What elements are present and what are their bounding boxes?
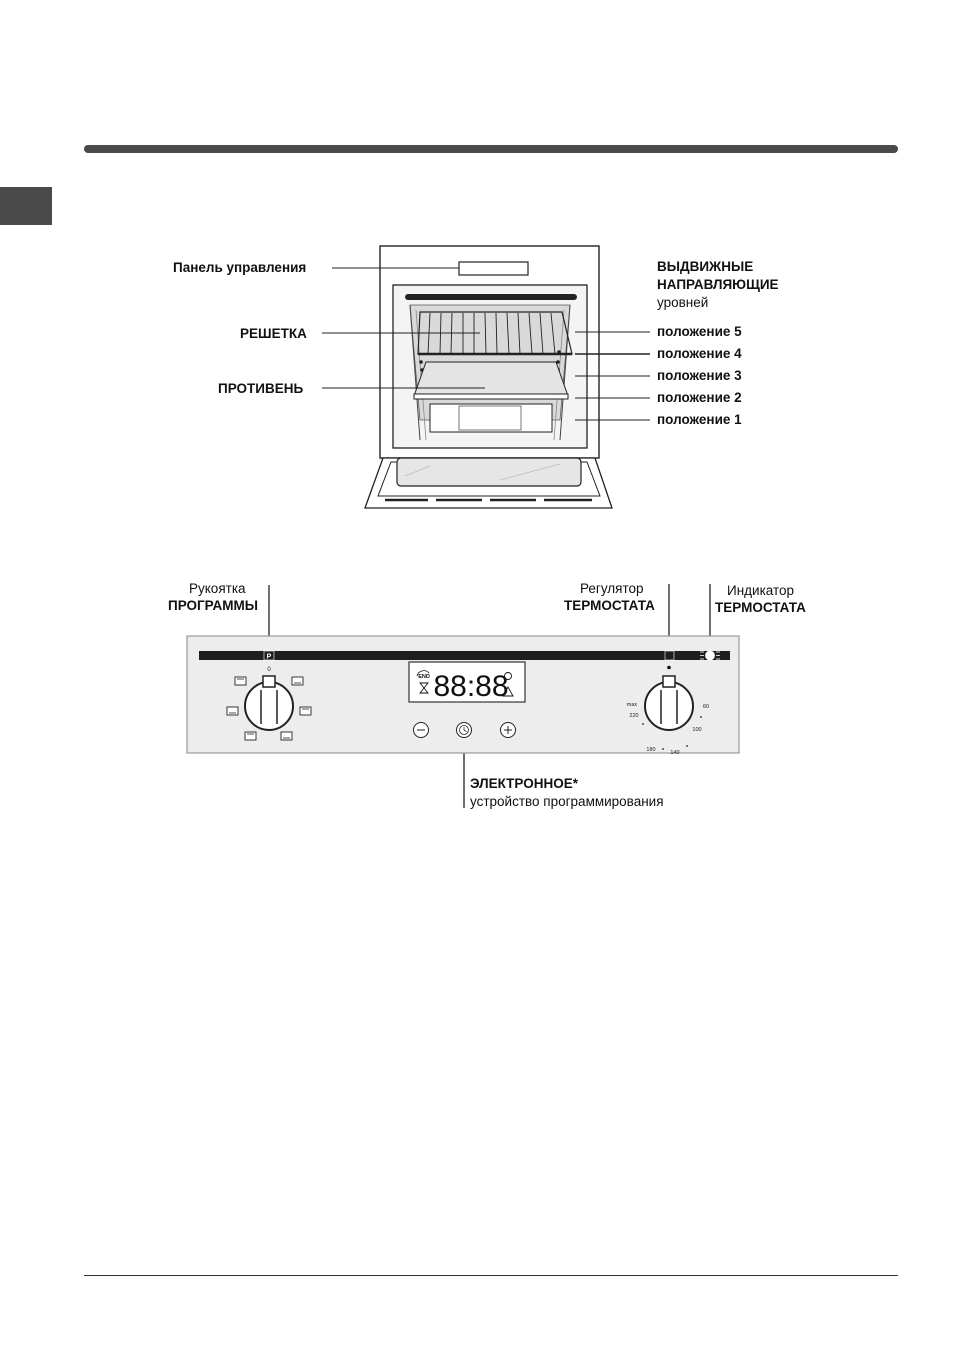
oven-diagram xyxy=(0,0,955,560)
programmer-label-2: устройство программирования xyxy=(470,794,664,809)
footer-rule xyxy=(84,1275,898,1276)
svg-text:220: 220 xyxy=(629,713,639,719)
display-digits: 88:88 xyxy=(433,670,509,703)
guides-title-1: ВЫДВИЖНЫЕ xyxy=(657,259,754,274)
svg-text:180: 180 xyxy=(646,747,656,753)
display-end: END xyxy=(418,674,430,680)
cavity-top-bar xyxy=(405,294,577,300)
minus-button[interactable] xyxy=(414,723,429,738)
position-5-label: положение 5 xyxy=(657,324,742,339)
svg-text:60: 60 xyxy=(702,704,710,710)
programmer-label-1 xyxy=(470,776,578,792)
svg-text:100: 100 xyxy=(692,727,702,733)
program-zero: 0 xyxy=(267,667,271,673)
svg-text:max: max xyxy=(626,702,638,708)
plus-button[interactable] xyxy=(501,723,516,738)
thermostat-knob-label-2: ТЕРМОСТАТА xyxy=(564,598,655,613)
tray-label: ПРОТИВЕНЬ xyxy=(218,381,304,396)
control-panel-box xyxy=(459,262,528,275)
thermostat-pointer xyxy=(663,676,675,687)
programmer-title: ЭЛЕКТРОННОЕ xyxy=(470,776,573,791)
position-4-label: положение 4 xyxy=(657,346,742,361)
guides-title-3: уровней xyxy=(657,295,709,310)
programmer-asterisk: * xyxy=(572,776,578,791)
control-panel-label: Панель управления xyxy=(173,260,307,275)
indicator-label-1: Индикатор xyxy=(727,583,795,598)
oven-door xyxy=(365,458,612,508)
rack-label: РЕШЕТКА xyxy=(240,326,307,341)
thermostat-knob-label-1: Регулятор xyxy=(580,581,644,596)
clock-button[interactable] xyxy=(457,723,472,738)
indicator-label-2: ТЕРМОСТАТА xyxy=(715,600,806,615)
knob-pointer xyxy=(263,676,275,687)
position-3-label: положение 3 xyxy=(657,368,742,383)
panel-strip xyxy=(199,651,730,660)
program-knob-label-2: ПРОГРАММЫ xyxy=(168,598,258,613)
guides-title-2: НАПРАВЛЯЮЩИЕ xyxy=(657,277,779,292)
thermo-symbol-icon xyxy=(665,651,674,660)
position-2-label: положение 2 xyxy=(657,390,742,405)
strip-p: P xyxy=(266,653,272,661)
tray xyxy=(414,362,568,399)
svg-text:140: 140 xyxy=(670,750,680,756)
door-glass xyxy=(397,458,581,486)
program-knob-label-1: Рукоятка xyxy=(189,581,246,596)
indicator-lamp-icon xyxy=(705,651,714,660)
position-1-label: положение 1 xyxy=(657,412,742,427)
